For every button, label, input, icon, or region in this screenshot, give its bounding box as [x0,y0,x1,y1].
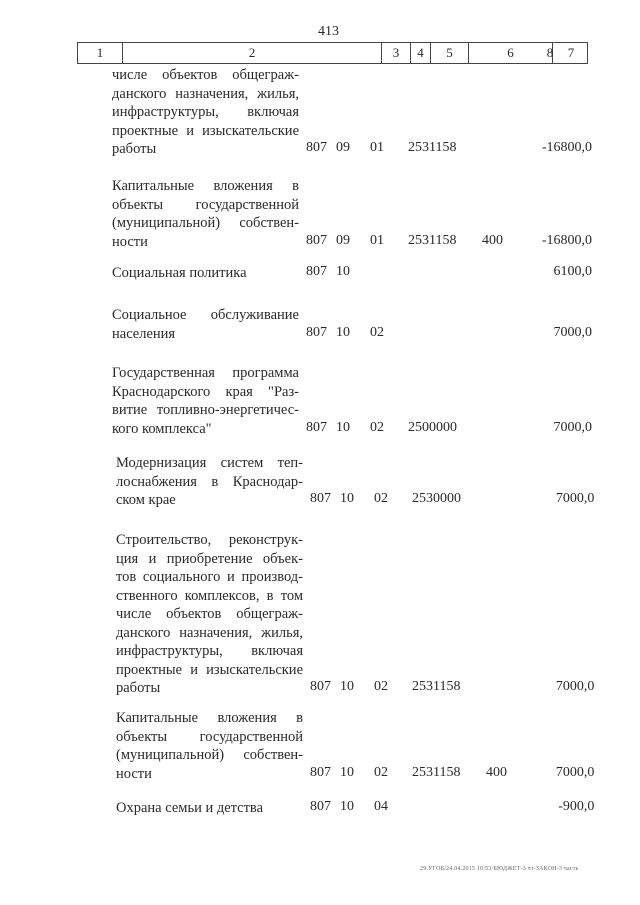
description-line: ция и приобретение объек- [116,550,303,567]
col-7-value: 400 [482,232,503,248]
header-col-7: 7 [552,43,589,63]
col-5-value: 02 [374,764,388,780]
col-8-value: 7000,0 [555,491,595,506]
col-8-value: 6100,0 [553,264,592,279]
col-5-value: 02 [374,491,388,506]
description-line: ности [112,233,148,250]
description-line: данского назначения, жилья, [116,624,303,641]
col-8-value: 7000,0 [553,419,592,435]
col-5-value: 02 [370,419,384,435]
description-line: тов социального и производ- [116,569,303,585]
col-8-value: -16800,0 [541,140,592,155]
description-line: (муниципальной) собствен- [116,747,303,763]
header-col-2: 2 [122,43,381,63]
col-3-value: 807 [310,799,331,814]
col-5-value: 02 [370,324,384,340]
col-3-value: 807 [306,140,327,155]
row-description [116,531,303,698]
col-3-value: 807 [306,264,327,279]
description-line: Капитальные вложения в [112,178,299,194]
row-description [116,709,303,783]
header-col-3: 3 [381,43,410,63]
description-line: Краснодарского края "Раз- [112,383,299,400]
description-line: лоснабжения в Краснодар- [116,473,303,490]
description-line: инфраструктуры, включая [116,643,303,659]
row-description [116,454,303,510]
description-line: витие топливно-энергетичес- [112,402,299,418]
description-line: Социальное обслуживание [112,307,299,323]
col-4-value: 10 [340,679,354,694]
description-line: (муниципальной) собствен- [112,215,299,231]
col-8-value: 7000,0 [553,324,592,340]
row-description [116,799,303,818]
description-line: работы [112,141,157,157]
description-line: Социальная политика [112,265,247,281]
col-3-value: 807 [310,764,331,780]
col-4-value: 10 [336,419,350,435]
col-4-value: 09 [336,140,350,155]
header-col-6: 6 [468,43,552,63]
col-4-value: 10 [340,799,354,814]
description-line: населения [112,325,176,342]
col-5-value: 01 [370,232,384,248]
row-description [112,306,299,343]
col-4-value: 10 [336,324,350,340]
col-8-value: 7000,0 [555,679,595,694]
description-line: данского назначения, жилья, [112,85,299,102]
description-line: проектные и изыскательские [112,122,299,139]
col-6-value: 2531158 [412,679,461,694]
col-8-value: -16800,0 [541,232,592,248]
description-line: Строительство, реконструк- [116,532,303,548]
col-4-value: 10 [340,764,354,780]
description-line: Государственная программа [112,365,299,381]
header-col-5: 5 [430,43,468,63]
description-line: объекты государственной [116,728,303,745]
row-description [112,66,299,159]
col-4-value: 09 [336,232,350,248]
description-line: ственного комплексов, в том [116,587,303,604]
col-6-value: 2531158 [412,764,461,780]
description-line: ском крае [116,492,176,508]
footer-stamp: 29.УГОБ/24.04.2015 10:53/БЮДЖЕТ-3 чт-ЗАКОН-3 часть [420,866,579,872]
header-col-8: 8 [546,45,554,60]
row-description [112,264,299,283]
col-5-value: 02 [374,679,388,694]
col-4-value: 10 [340,491,354,506]
description-line: проектные и изыскательские [116,661,303,678]
row-description [112,177,299,251]
col-5-value: 04 [374,799,388,814]
col-3-value: 807 [306,232,327,248]
description-line: Модернизация систем теп- [116,455,303,471]
description-line: Охрана семьи и детства [116,800,264,816]
header-col-4: 4 [410,43,430,63]
col-3-value: 807 [306,324,327,340]
description-line: кого комплекса" [112,420,212,437]
col-3-value: 807 [310,491,331,506]
col-4-value: 10 [336,264,350,279]
description-line: объекты государственной [112,196,299,213]
col-6-value: 2531158 [408,140,457,155]
description-line: инфраструктуры, включая [112,104,299,120]
col-6-value: 2500000 [408,419,457,435]
col-5-value: 01 [370,140,384,155]
col-8-value: 7000,0 [555,764,595,780]
header-col-1: 1 [96,45,104,60]
col-7-value: 400 [486,764,507,780]
description-line: ности [116,765,152,782]
col-8-value: -900,0 [558,799,595,814]
row-description [112,364,299,438]
page-number: 413 [318,24,339,39]
col-3-value: 807 [306,419,327,435]
col-6-value: 2530000 [412,491,461,506]
col-3-value: 807 [310,679,331,694]
description-line: числе объектов общеграж- [112,67,299,83]
description-line: числе объектов общеграж- [116,606,303,622]
col-6-value: 2531158 [408,232,457,248]
description-line: работы [116,680,161,696]
description-line: Капитальные вложения в [116,710,303,726]
